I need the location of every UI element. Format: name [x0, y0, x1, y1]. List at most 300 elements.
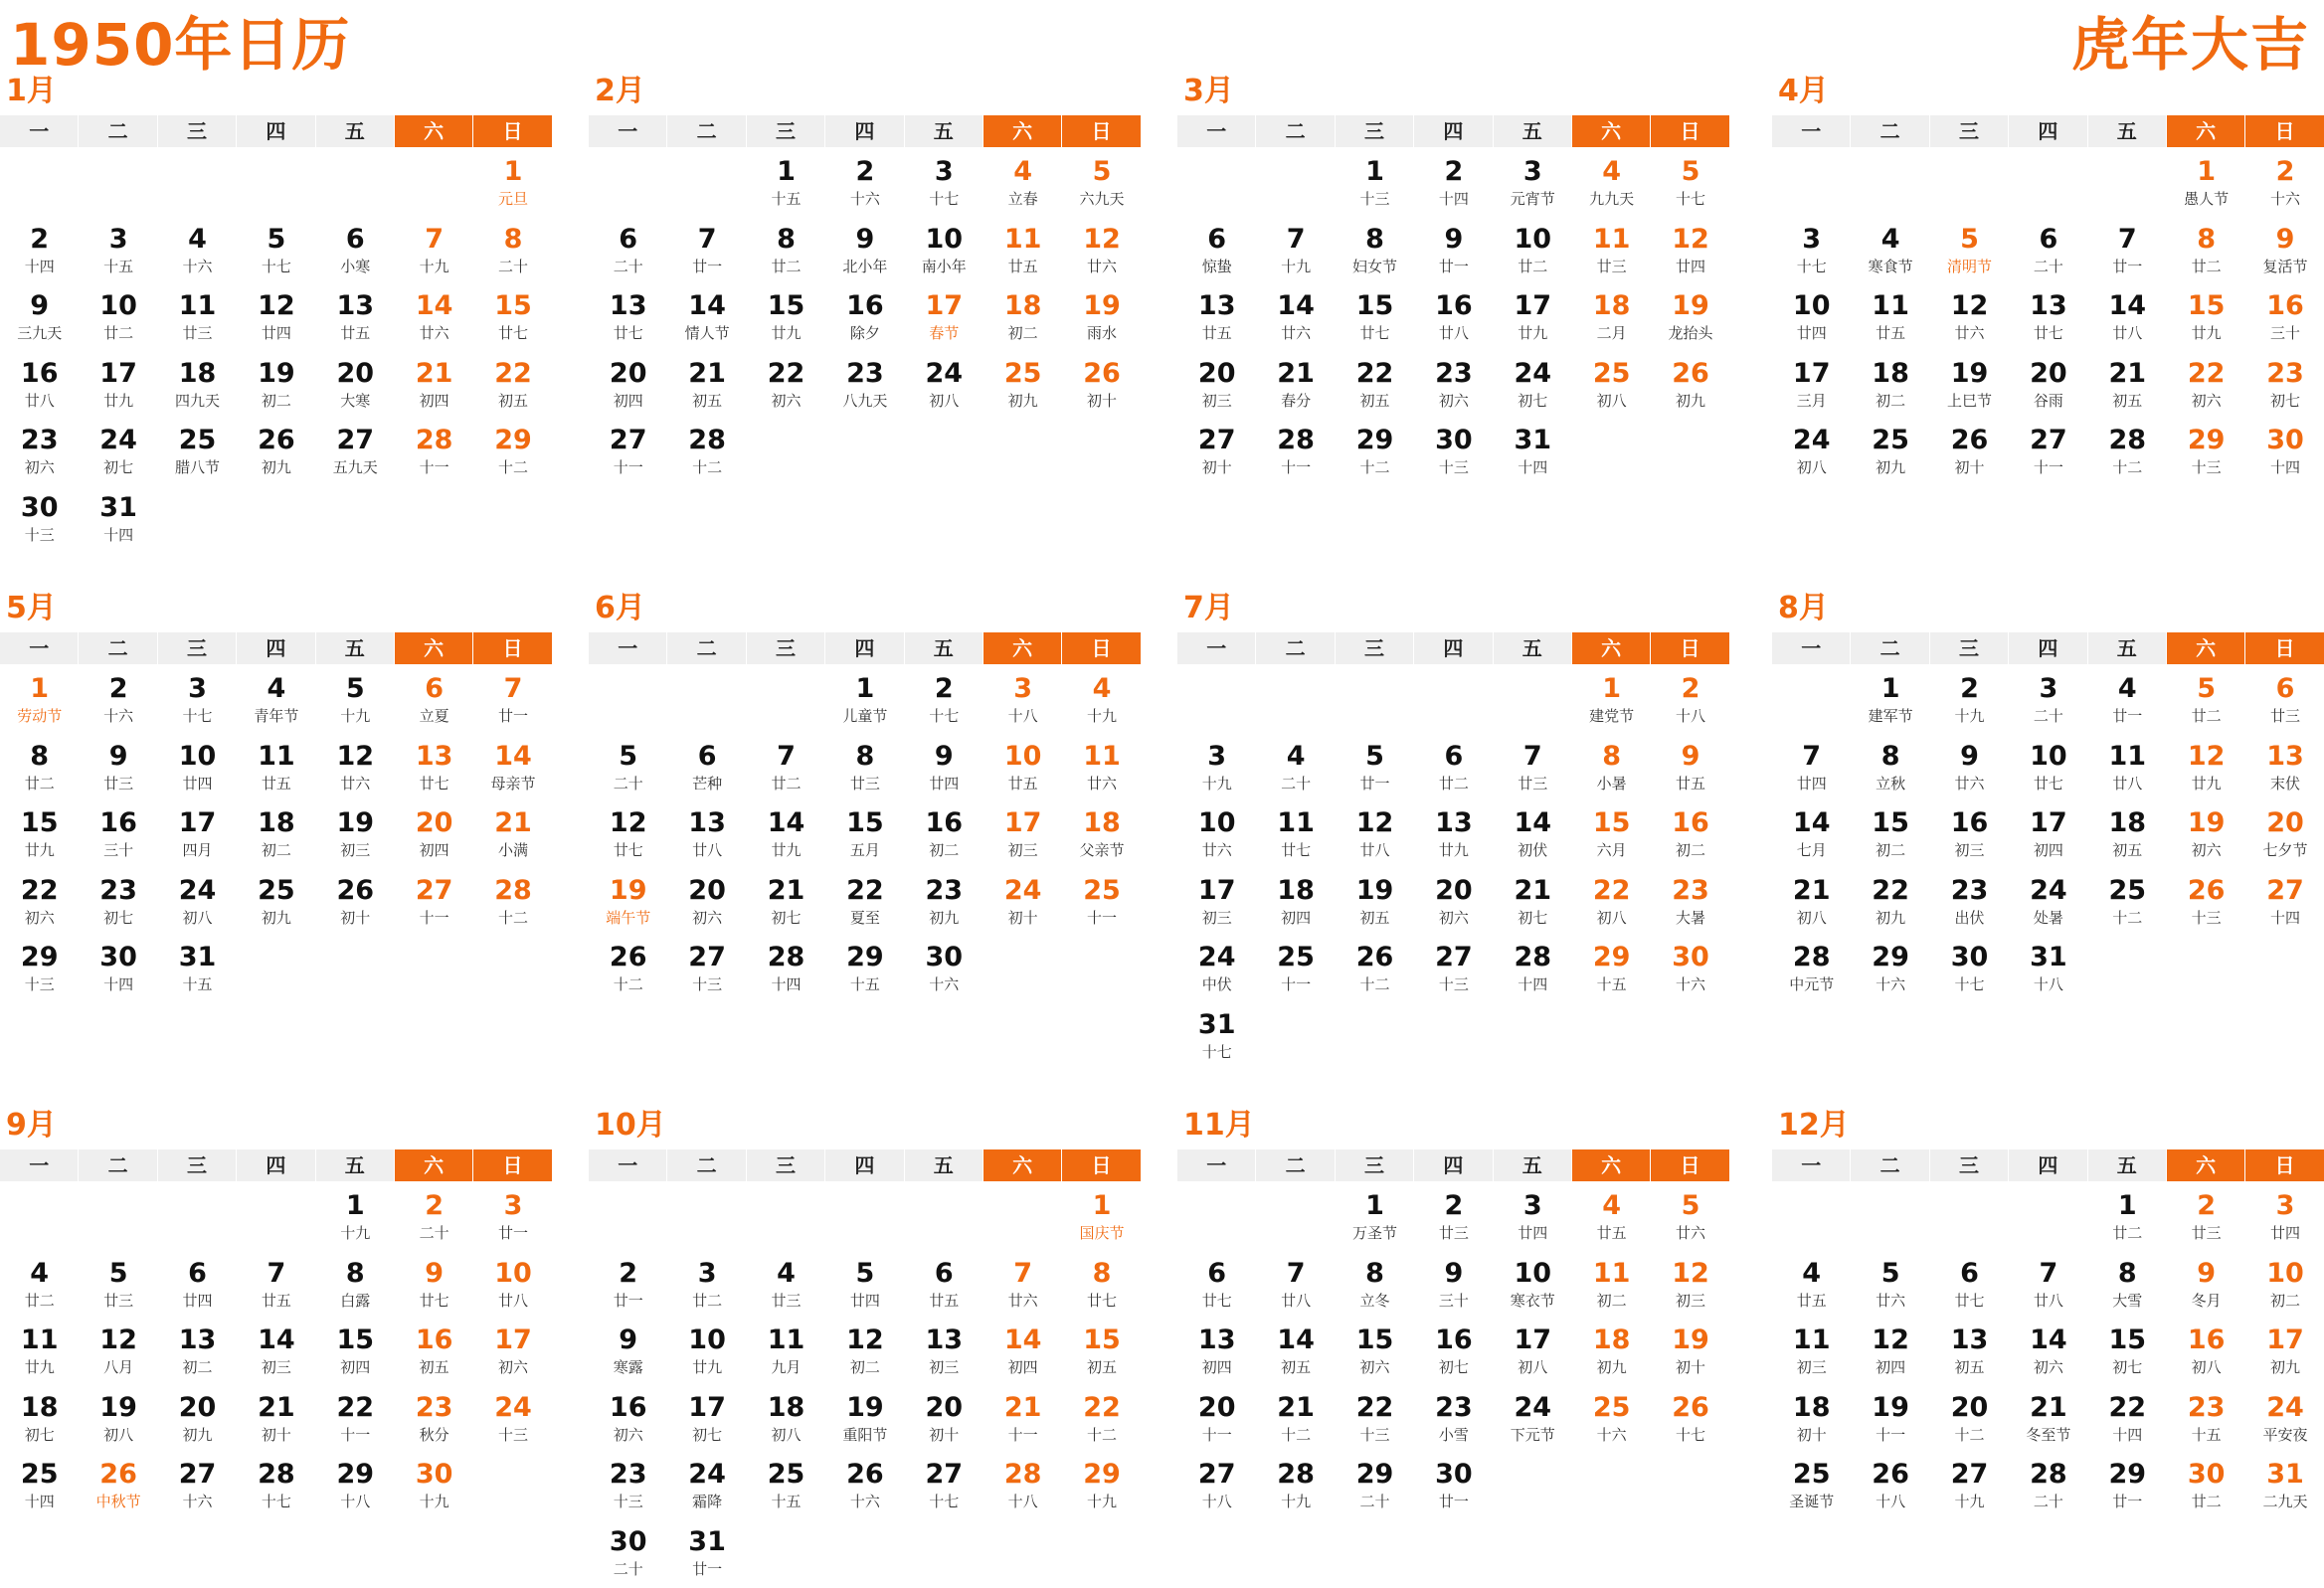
day-cell	[158, 1320, 237, 1387]
empty-day-cell	[1256, 1004, 1335, 1072]
weekday-label: 一	[1177, 632, 1256, 664]
day-number: 22	[2167, 357, 2245, 391]
lunar-date: 十七	[1651, 1425, 1729, 1445]
day-cell	[983, 151, 1062, 219]
month-title: 1月	[0, 70, 553, 113]
weekday-label: 三	[747, 632, 825, 664]
weekday-label: 日	[473, 632, 552, 664]
lunar-date: 初九	[1572, 1357, 1651, 1377]
day-cell	[2088, 668, 2167, 736]
day-cell	[79, 1320, 157, 1387]
day-number: 3	[79, 223, 157, 257]
day-cell	[1851, 1253, 1929, 1321]
lunar-date: 九月	[747, 1357, 825, 1377]
weekday-label: 六	[1572, 632, 1651, 664]
day-cell	[158, 937, 237, 1004]
day-number: 20	[395, 806, 473, 840]
day-cell	[825, 937, 904, 1004]
day-number: 11	[158, 289, 237, 323]
lunar-date: 廿三	[79, 1291, 157, 1311]
month-calendar	[1177, 1104, 1730, 1521]
day-cell	[905, 1387, 983, 1455]
lunar-date: 廿四	[2245, 1223, 2324, 1243]
empty-day-cell	[2009, 151, 2087, 219]
day-number: 3	[1494, 1189, 1572, 1223]
day-number: 25	[1062, 874, 1141, 908]
lunar-date: 十二	[1336, 974, 1414, 994]
lunar-date: 愚人节	[2167, 189, 2245, 209]
day-cell	[1772, 219, 1851, 286]
day-number: 25	[237, 874, 315, 908]
day-cell	[1572, 353, 1651, 421]
lunar-date: 中元节	[1772, 974, 1851, 994]
lunar-date: 四九天	[158, 391, 237, 411]
day-cell	[158, 802, 237, 870]
day-cell	[473, 668, 552, 736]
lunar-date: 十二	[2088, 457, 2167, 477]
empty-day-cell	[825, 420, 904, 487]
day-cell	[395, 219, 473, 286]
lunar-date: 廿五	[1177, 323, 1256, 343]
weekday-label: 六	[983, 115, 1062, 147]
week-row	[589, 353, 1142, 421]
lunar-date: 处暑	[2009, 908, 2087, 928]
lunar-date: 重阳节	[825, 1425, 904, 1445]
week-row	[0, 1454, 553, 1521]
lunar-date: 十九	[316, 1223, 395, 1243]
lunar-date: 圣诞节	[1772, 1492, 1851, 1511]
day-cell	[747, 1387, 825, 1455]
lunar-date: 父亲节	[1062, 840, 1141, 860]
weekday-label: 日	[1062, 1149, 1141, 1181]
lunar-date: 十八	[983, 1492, 1062, 1511]
day-cell	[79, 420, 157, 487]
lunar-date: 寒衣节	[1494, 1291, 1572, 1311]
weekday-label: 二	[1256, 115, 1335, 147]
day-number: 17	[473, 1323, 552, 1357]
lunar-date: 廿八	[473, 1291, 552, 1311]
day-number: 28	[983, 1458, 1062, 1492]
week-row	[1772, 668, 2324, 736]
lunar-date: 初七	[1494, 908, 1572, 928]
empty-day-cell	[158, 151, 237, 219]
lunar-date: 十二	[1930, 1425, 2009, 1445]
weekday-label: 二	[1256, 1149, 1335, 1181]
day-number: 1	[316, 1189, 395, 1223]
lunar-date: 廿六	[1177, 840, 1256, 860]
lunar-date: 廿六	[395, 323, 473, 343]
lunar-date: 三十	[1414, 1291, 1493, 1311]
day-number: 1	[1336, 1189, 1414, 1223]
week-row	[1177, 151, 1730, 219]
lunar-date: 十三	[589, 1492, 667, 1511]
lunar-date: 廿九	[747, 840, 825, 860]
lunar-date: 廿一	[2088, 706, 2167, 726]
lunar-date: 廿七	[395, 1291, 473, 1311]
day-number: 19	[1336, 874, 1414, 908]
lunar-date: 初二	[905, 840, 983, 860]
day-cell	[1336, 736, 1414, 803]
lunar-date: 十九	[1256, 1492, 1335, 1511]
day-cell	[667, 353, 746, 421]
weekday-header	[0, 632, 553, 664]
lunar-date: 廿九	[79, 391, 157, 411]
day-number: 30	[2245, 424, 2324, 457]
weekday-label: 五	[2088, 115, 2167, 147]
lunar-date: 立冬	[1336, 1291, 1414, 1311]
lunar-date: 十四	[1494, 974, 1572, 994]
lunar-date: 初四	[589, 391, 667, 411]
lunar-date: 三十	[2245, 323, 2324, 343]
day-cell	[395, 802, 473, 870]
day-number: 20	[667, 874, 746, 908]
day-number: 31	[1494, 424, 1572, 457]
lunar-date: 二十	[473, 257, 552, 276]
day-cell	[79, 1387, 157, 1455]
lunar-date: 十七	[237, 1492, 315, 1511]
lunar-date: 廿八	[1256, 1291, 1335, 1311]
lunar-date: 四月	[158, 840, 237, 860]
day-number: 21	[1772, 874, 1851, 908]
lunar-date: 二十	[2009, 706, 2087, 726]
lunar-date: 初五	[667, 391, 746, 411]
lunar-date: 初二	[983, 323, 1062, 343]
lunar-date: 十一	[1062, 908, 1141, 928]
day-number: 29	[1336, 1458, 1414, 1492]
lunar-date: 廿六	[1930, 323, 2009, 343]
lunar-date: 廿七	[2009, 774, 2087, 794]
lunar-date: 十三	[1414, 974, 1493, 994]
day-cell	[0, 870, 79, 938]
day-number: 17	[1177, 874, 1256, 908]
empty-day-cell	[1930, 151, 2009, 219]
lunar-date: 廿三	[2245, 706, 2324, 726]
day-number: 22	[1336, 357, 1414, 391]
day-number: 10	[1494, 1257, 1572, 1291]
day-number: 12	[1651, 223, 1729, 257]
day-number: 23	[589, 1458, 667, 1492]
lunar-date: 南小年	[905, 257, 983, 276]
day-cell	[237, 736, 315, 803]
week-row	[1177, 1387, 1730, 1455]
day-number: 26	[589, 941, 667, 974]
lunar-date: 十三	[0, 525, 79, 545]
day-cell	[473, 219, 552, 286]
lunar-date: 初九	[1851, 457, 1929, 477]
empty-day-cell	[158, 1185, 237, 1253]
lunar-date: 廿八	[0, 391, 79, 411]
lunar-date: 霜降	[667, 1492, 746, 1511]
day-cell	[1494, 353, 1572, 421]
day-number: 10	[1494, 223, 1572, 257]
day-number: 25	[2088, 874, 2167, 908]
day-number: 5	[79, 1257, 157, 1291]
lunar-date: 廿二	[2088, 1223, 2167, 1243]
weekday-label: 日	[1651, 632, 1729, 664]
day-cell	[825, 151, 904, 219]
day-cell	[316, 420, 395, 487]
lunar-date: 十一	[395, 457, 473, 477]
day-cell	[1651, 736, 1729, 803]
day-number: 7	[983, 1257, 1062, 1291]
day-number: 11	[237, 740, 315, 774]
weekday-label: 三	[1336, 1149, 1414, 1181]
lunar-date: 廿四	[1772, 323, 1851, 343]
day-number: 23	[79, 874, 157, 908]
day-number: 3	[2245, 1189, 2324, 1223]
day-number: 11	[747, 1323, 825, 1357]
lunar-date: 廿四	[158, 1291, 237, 1311]
weekday-label: 日	[2245, 632, 2324, 664]
day-number: 28	[395, 424, 473, 457]
day-number: 18	[237, 806, 315, 840]
day-number: 30	[395, 1458, 473, 1492]
lunar-date: 十四	[1414, 189, 1493, 209]
lunar-date: 十九	[316, 706, 395, 726]
lunar-date: 十七	[158, 706, 237, 726]
lunar-date: 廿二	[1414, 774, 1493, 794]
day-cell	[1177, 870, 1256, 938]
day-number: 13	[1930, 1323, 2009, 1357]
day-cell	[473, 420, 552, 487]
lunar-date: 十八	[1177, 1492, 1256, 1511]
day-cell	[1572, 802, 1651, 870]
day-cell	[1062, 219, 1141, 286]
month-title: 9月	[0, 1104, 553, 1147]
day-number: 21	[473, 806, 552, 840]
day-number: 14	[747, 806, 825, 840]
day-number: 4	[1851, 223, 1929, 257]
day-number: 5	[1930, 223, 2009, 257]
day-cell	[2167, 870, 2245, 938]
day-cell	[2167, 420, 2245, 487]
day-number: 12	[79, 1323, 157, 1357]
lunar-date: 廿二	[1494, 257, 1572, 276]
lunar-date: 廿八	[2009, 1291, 2087, 1311]
lunar-date: 廿二	[667, 1291, 746, 1311]
day-cell	[1336, 1454, 1414, 1521]
day-cell	[1336, 937, 1414, 1004]
lunar-date: 廿六	[1062, 257, 1141, 276]
day-cell	[589, 219, 667, 286]
day-number: 4	[1256, 740, 1335, 774]
day-number: 12	[1336, 806, 1414, 840]
day-number: 11	[983, 223, 1062, 257]
lunar-date: 十七	[1177, 1042, 1256, 1062]
lunar-date: 初四	[983, 1357, 1062, 1377]
lunar-date: 八月	[79, 1357, 157, 1377]
day-number: 9	[1414, 1257, 1493, 1291]
lunar-date: 十一	[1256, 974, 1335, 994]
lunar-date: 廿七	[473, 323, 552, 343]
week-row	[0, 487, 553, 555]
lunar-date: 十九	[1062, 1492, 1141, 1511]
week-row	[1177, 1320, 1730, 1387]
day-number: 1	[1851, 672, 1929, 706]
day-number: 20	[1177, 357, 1256, 391]
weekday-header	[1177, 632, 1730, 664]
day-cell	[2009, 1454, 2087, 1521]
lunar-date: 廿三	[79, 774, 157, 794]
weekday-label: 六	[983, 632, 1062, 664]
empty-day-cell	[237, 487, 315, 555]
month-calendar	[0, 1104, 553, 1521]
lunar-date: 初十	[1062, 391, 1141, 411]
empty-day-cell	[79, 151, 157, 219]
week-row	[0, 870, 553, 938]
weekday-label: 五	[316, 1149, 395, 1181]
lunar-date: 二十	[1256, 774, 1335, 794]
weekday-label: 四	[825, 632, 904, 664]
day-cell	[0, 1253, 79, 1321]
day-number: 16	[589, 1391, 667, 1425]
lunar-date: 初十	[905, 1425, 983, 1445]
week-row	[1772, 1253, 2324, 1321]
day-number: 25	[1572, 1391, 1651, 1425]
empty-day-cell	[2088, 151, 2167, 219]
month-calendar	[1772, 587, 2324, 1004]
lunar-date: 初九	[237, 908, 315, 928]
day-cell	[1336, 151, 1414, 219]
day-number: 29	[2088, 1458, 2167, 1492]
week-row	[0, 219, 553, 286]
day-cell	[667, 870, 746, 938]
day-cell	[1572, 1387, 1651, 1455]
day-number: 24	[473, 1391, 552, 1425]
day-number: 19	[237, 357, 315, 391]
day-number: 9	[1414, 223, 1493, 257]
lunar-date: 十六	[1651, 974, 1729, 994]
day-number: 25	[1851, 424, 1929, 457]
lunar-date: 小寒	[316, 257, 395, 276]
day-cell	[1256, 1253, 1335, 1321]
weekday-header	[1772, 1149, 2324, 1181]
empty-day-cell	[473, 937, 552, 1004]
day-cell	[667, 420, 746, 487]
day-cell	[473, 870, 552, 938]
lunar-date: 廿一	[1336, 774, 1414, 794]
lunar-date: 廿三	[1494, 774, 1572, 794]
day-cell	[747, 151, 825, 219]
lunar-date: 十三	[1414, 457, 1493, 477]
lunar-date: 十一	[2009, 457, 2087, 477]
day-cell	[1414, 420, 1493, 487]
day-cell	[667, 937, 746, 1004]
day-cell	[1772, 870, 1851, 938]
lunar-date: 十八	[2009, 974, 2087, 994]
lunar-date: 元宵节	[1494, 189, 1572, 209]
day-cell	[1651, 151, 1729, 219]
lunar-date: 廿一	[589, 1291, 667, 1311]
day-number: 1	[1572, 672, 1651, 706]
lunar-date: 初六	[1414, 391, 1493, 411]
lunar-date: 冬月	[2167, 1291, 2245, 1311]
week-row	[1772, 736, 2324, 803]
day-number: 9	[905, 740, 983, 774]
day-cell	[747, 736, 825, 803]
lunar-date: 十五	[2167, 1425, 2245, 1445]
lunar-date: 上巳节	[1930, 391, 2009, 411]
day-cell	[1494, 736, 1572, 803]
day-cell	[316, 353, 395, 421]
day-number: 14	[2009, 1323, 2087, 1357]
day-number: 18	[1062, 806, 1141, 840]
day-cell	[1256, 802, 1335, 870]
month-calendar	[1772, 1104, 2324, 1521]
day-number: 17	[2245, 1323, 2324, 1357]
lunar-date: 初四	[395, 840, 473, 860]
day-number: 23	[905, 874, 983, 908]
day-cell	[825, 1253, 904, 1321]
empty-day-cell	[983, 1521, 1062, 1588]
month-calendar	[1772, 70, 2324, 487]
day-cell	[2167, 353, 2245, 421]
day-cell	[905, 1320, 983, 1387]
lunar-date: 初五	[395, 1357, 473, 1377]
day-cell	[1572, 736, 1651, 803]
day-number: 20	[2009, 357, 2087, 391]
day-cell	[983, 219, 1062, 286]
day-cell	[589, 1320, 667, 1387]
lunar-date: 初七	[2245, 391, 2324, 411]
empty-day-cell	[905, 420, 983, 487]
empty-day-cell	[1256, 668, 1335, 736]
day-number: 2	[825, 155, 904, 189]
lunar-date: 初五	[1062, 1357, 1141, 1377]
day-number: 28	[667, 424, 746, 457]
lunar-date: 廿四	[158, 774, 237, 794]
empty-day-cell	[747, 420, 825, 487]
day-cell	[1930, 353, 2009, 421]
weekday-label: 四	[1414, 115, 1493, 147]
day-cell	[667, 1387, 746, 1455]
day-number: 28	[1256, 1458, 1335, 1492]
week-row	[589, 802, 1142, 870]
day-number: 19	[589, 874, 667, 908]
empty-day-cell	[2245, 937, 2324, 1004]
week-row	[1177, 353, 1730, 421]
week-row	[1177, 1004, 1730, 1072]
page-slogan: 虎年大吉	[2071, 0, 2310, 82]
day-number: 13	[589, 289, 667, 323]
lunar-date: 北小年	[825, 257, 904, 276]
day-cell	[1572, 668, 1651, 736]
day-cell	[747, 1454, 825, 1521]
day-cell	[1177, 1387, 1256, 1455]
empty-day-cell	[1177, 151, 1256, 219]
lunar-date: 廿四	[1494, 1223, 1572, 1243]
lunar-date: 初六	[0, 457, 79, 477]
day-number: 16	[1930, 806, 2009, 840]
lunar-date: 二九天	[2245, 1492, 2324, 1511]
empty-day-cell	[747, 1521, 825, 1588]
lunar-date: 立秋	[1851, 774, 1929, 794]
day-cell	[158, 736, 237, 803]
lunar-date: 初五	[473, 391, 552, 411]
lunar-date: 初六	[747, 391, 825, 411]
lunar-date: 寒食节	[1851, 257, 1929, 276]
lunar-date: 廿四	[237, 323, 315, 343]
lunar-date: 十二	[473, 457, 552, 477]
empty-day-cell	[589, 1185, 667, 1253]
day-number: 7	[2088, 223, 2167, 257]
lunar-date: 廿九	[2167, 323, 2245, 343]
lunar-date: 初八	[158, 908, 237, 928]
week-row	[1177, 219, 1730, 286]
weekday-label: 三	[1336, 115, 1414, 147]
day-number: 18	[747, 1391, 825, 1425]
lunar-date: 三十	[79, 840, 157, 860]
